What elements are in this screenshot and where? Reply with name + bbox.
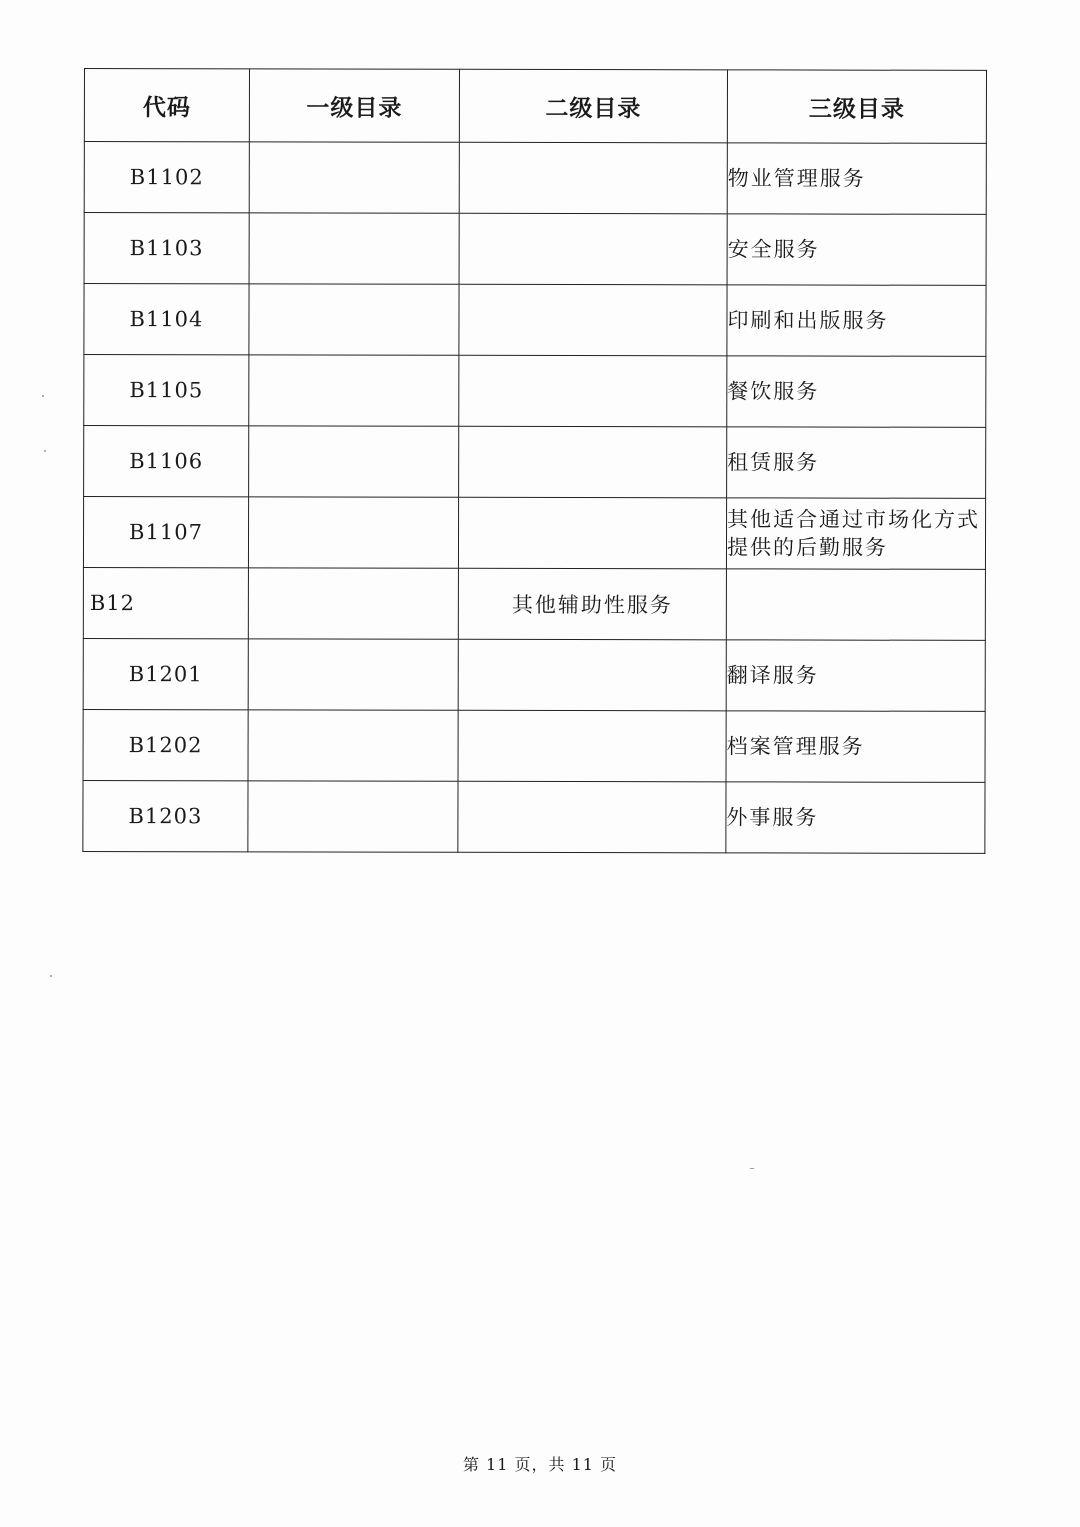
row-level3: 外事服务: [726, 782, 985, 854]
row-level1: [249, 213, 459, 284]
row-code: B1105: [84, 355, 249, 426]
row-level2: [459, 142, 727, 214]
row-level2: [459, 213, 727, 285]
row-level1: [248, 781, 458, 852]
scan-speck: [50, 975, 52, 977]
row-level1: [249, 284, 459, 355]
row-level2: [458, 639, 726, 711]
page-number-footer: 第 11 页，共 11 页: [462, 1455, 618, 1474]
row-code: B1107: [83, 497, 248, 568]
row-level2: [459, 355, 727, 427]
row-code: B1102: [84, 142, 249, 213]
row-level3: 安全服务: [727, 214, 986, 286]
table-row: [84, 284, 986, 357]
row-level2: [458, 710, 726, 782]
row-level2: 其他辅助性服务: [458, 568, 726, 640]
row-level3: 餐饮服务: [727, 356, 986, 428]
row-level2: [459, 284, 727, 356]
row-code: B1103: [84, 213, 249, 284]
table-row: [83, 638, 985, 711]
row-code: B1104: [84, 284, 249, 355]
header-code: 代码: [84, 69, 249, 142]
row-level3: 物业管理服务: [727, 143, 986, 215]
table-header-row: [84, 69, 986, 144]
scan-speck: [44, 450, 46, 452]
row-code: B12: [83, 567, 248, 638]
row-level3: 档案管理服务: [726, 711, 985, 783]
row-level1: [248, 710, 458, 781]
scan-speck: [750, 1168, 754, 1169]
table-row: [83, 567, 985, 640]
row-code: B1201: [83, 638, 248, 709]
row-level1: [248, 568, 458, 639]
header-level2: 二级目录: [459, 69, 727, 143]
row-level2: [459, 426, 727, 498]
row-level3: [726, 569, 985, 641]
table-row: [84, 213, 986, 286]
row-level1: [248, 639, 458, 710]
row-code: B1203: [83, 780, 248, 851]
row-level3: 印刷和出版服务: [727, 285, 986, 357]
row-code: B1106: [84, 426, 249, 497]
header-level1: 一级目录: [249, 69, 459, 142]
row-level3: 租赁服务: [727, 427, 986, 499]
table-row: [84, 355, 986, 428]
scan-speck: [42, 395, 44, 397]
row-level3: 翻译服务: [726, 640, 985, 712]
row-level1: [248, 497, 458, 568]
row-level1: [249, 142, 459, 213]
row-level1: [249, 355, 459, 426]
table-row: [83, 709, 985, 782]
row-code: B1202: [83, 709, 248, 780]
table-row: [83, 780, 985, 853]
row-level3: 其他适合通过市场化方式提供的后勤服务: [726, 498, 985, 570]
row-level2: [458, 781, 726, 853]
header-level3: 三级目录: [727, 70, 986, 144]
service-catalog-table: [82, 68, 987, 854]
table-row: [84, 142, 986, 215]
row-level1: [249, 426, 459, 497]
table-row: [83, 497, 985, 570]
table-row: [84, 426, 986, 499]
row-level2: [458, 497, 726, 569]
